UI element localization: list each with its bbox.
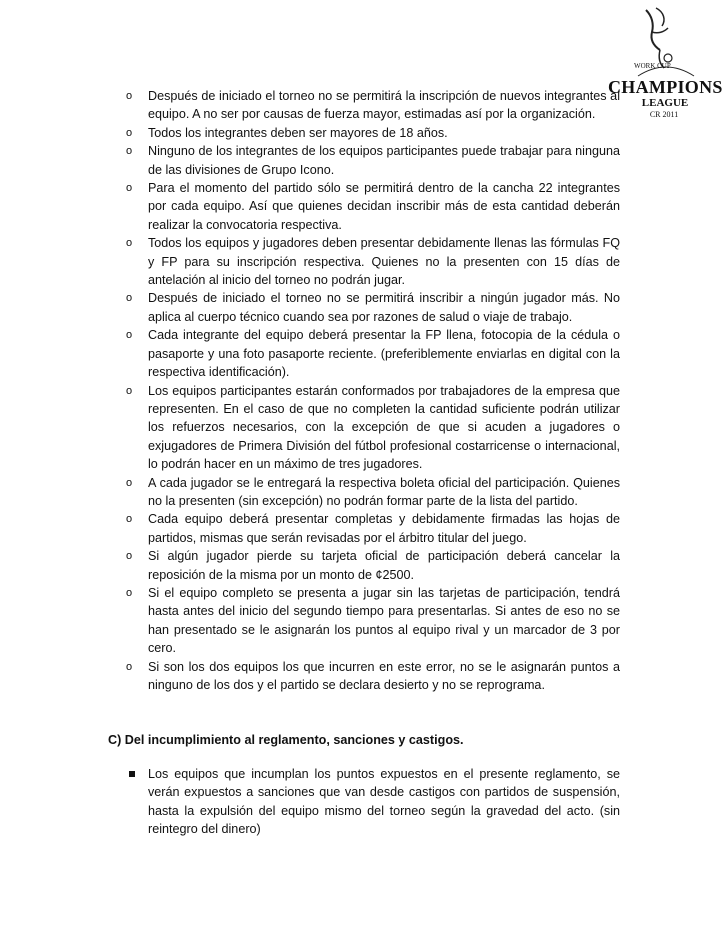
rule-item: o Si son los dos equipos los que incurren en este error, no se le asignarán puntos a ninguno de los dos y el partido se declara desierto y no se reprograma. xyxy=(126,659,620,692)
circle-bullet-icon: o xyxy=(126,126,133,139)
circle-bullet-icon: o xyxy=(126,237,133,250)
circle-bullet-icon: o xyxy=(126,586,133,599)
rules-list xyxy=(126,87,620,694)
rule-item: o Todos los integrantes deben ser mayores de 18 años. xyxy=(126,124,620,142)
circle-bullet-icon: o xyxy=(126,90,133,102)
rule-item: o Para el momento del partido sólo se permitirá dentro de la cancha 22 integrantes por cada equipo. Así que quienes decidan inscribir más de esta cantidad deberán realizar la convocatoria respectiva. xyxy=(126,181,620,232)
logo-edition-text: CR 2011 xyxy=(649,110,679,119)
logo-arc-text: WORK CUP xyxy=(634,62,671,70)
square-bullet-icon xyxy=(129,771,135,777)
circle-bullet-icon: o xyxy=(126,660,133,673)
rule-item: o Cada equipo deberá presentar completas y debidamente firmadas las hojas de partidos, mismas que serán revisadas por el árbitro titular del juego. xyxy=(126,512,620,545)
circle-bullet-icon: o xyxy=(126,513,133,526)
sanctions-list xyxy=(126,765,620,839)
logo-brand-text: CHAMPIONS xyxy=(608,77,723,97)
rule-item: o Ninguno de los integrantes de los equipos participantes puede trabajar para ninguna de las divisiones de Grupo Icono. xyxy=(126,144,620,177)
rule-item: o Después de iniciado el torneo no se permitirá la inscripción de nuevos integrantes al equipo. A no ser por causas de fuerza mayor, estimadas así por la organización. xyxy=(126,89,620,122)
rule-item: o Si el equipo completo se presenta a jugar sin las tarjetas de participación, tendrá hasta antes del inicio del segundo tiempo para presentarlas. Si antes de eso no se han presentado se le asignarán los puntos al equipo rival y un marcador de 3 por cero. xyxy=(126,585,620,656)
rule-item: o Cada integrante del equipo deberá presentar la FP llena, fotocopia de la cédula o pasaporte y una foto pasaporte reciente. (preferiblemente enviarlas en digital con la respectiva identificación). xyxy=(126,328,620,380)
rule-item: o Los equipos participantes estarán conformados por trabajadores de la empresa que representen. En el caso de que no completen la cantidad suficiente podrán utilizar los refuerzos necesarios, con la excepción de que si acuden a jugadores o exjugadores de Primera División del fútbol profesional costarricense o internacional, lo podrán hacer en un máximo de tres jugadores. xyxy=(126,383,620,472)
rule-item: o A cada jugador se le entregará la respectiva boleta oficial del participación. Quienes no la presenten (sin excepción) no podrán formar parte de la lista del partido. xyxy=(126,475,620,508)
section-c-heading: C) Del incumplimiento al reglamento, sanciones y castigos. xyxy=(108,733,464,747)
rule-item: o Todos los equipos y jugadores deben presentar debidamente llenas las fórmulas FQ y FP para su inscripción respectiva. Quienes no la presenten con 15 días de antelación al inicio del torneo no podrán jugar. xyxy=(126,236,620,288)
circle-bullet-icon: o xyxy=(126,476,133,489)
rule-item: o Después de iniciado el torneo no se permitirá inscribir a ningún jugador más. No aplica al cuerpo técnico cuando sea por razones de salud o viaje de trabajo. xyxy=(126,291,620,324)
logo-league-text: LEAGUE xyxy=(641,97,689,109)
circle-bullet-icon: o xyxy=(126,145,133,158)
circle-bullet-icon: o xyxy=(126,292,133,305)
circle-bullet-icon: o xyxy=(126,384,133,397)
rule-item: o Si algún jugador pierde su tarjeta oficial de participación deberá cancelar la reposición de la misma por un monto de ¢2500. xyxy=(126,549,620,582)
circle-bullet-icon: o xyxy=(126,550,133,563)
sanction-item: Los equipos que incumplan los puntos expuestos en el presente reglamento, se verán expuestos a sanciones que van desde castigos con partidos de suspensión, hasta la expulsión del equipo mismo del torneo según la gravedad del acto. (sin reintegro del dinero) xyxy=(126,765,620,839)
champions-league-logo xyxy=(608,2,726,128)
circle-bullet-icon: o xyxy=(126,329,133,342)
circle-bullet-icon: o xyxy=(126,182,133,195)
